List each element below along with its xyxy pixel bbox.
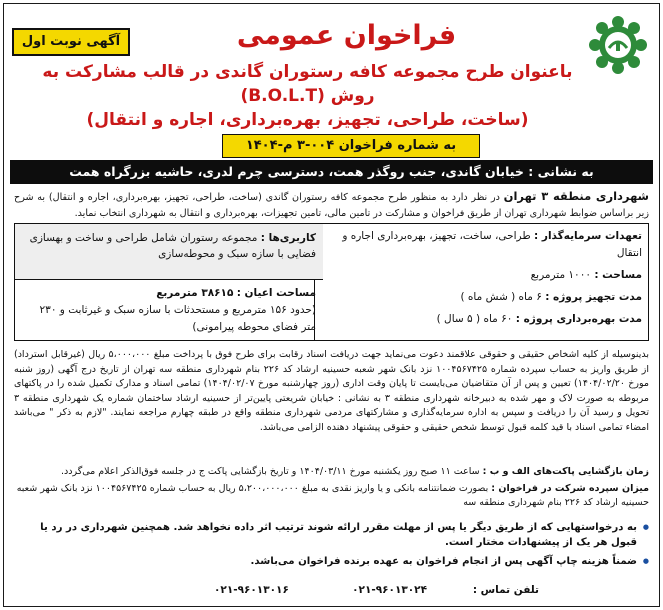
tehran-municipality-logo-icon bbox=[587, 14, 649, 76]
note-item: ● به درخواستهایی که از طریق دیگر یا پس از مهلت مقرر ارائه شوند ترتیب اثر داده نخواهد شد. همچنین شهرداری در رد یا قبول هر یک از پیشنهادات مختار است. bbox=[14, 520, 649, 550]
phone-label: تلفن تماس : bbox=[472, 584, 539, 596]
notice-title: فراخوان عمومی bbox=[236, 20, 457, 51]
investor-value: طراحی، ساخت، تجهیز، بهره‌برداری اجاره و انتقال bbox=[342, 230, 642, 259]
intro-text: در نظر دارد به منظور طرح مجموعه کافه رستوران گاندی (ساخت، طراحی، تجهیز، بهره‌برداری، اجاره و انتقال) به شرح زیر براساس ضوابط شهرداری تهران از طریق فراخوان و مشارکت در تامین مالی، تامین تجهیزات، بهره‌برداری و انتقال به شهرداری انتخاب نماید. bbox=[14, 192, 649, 219]
opening-time-line bbox=[14, 465, 649, 479]
subtitle-line-1: باعنوان طرح مجموعه کافه رستوران گاندی در قالب مشارکت به روش (B.O.L.T) bbox=[42, 62, 573, 106]
usage-cell bbox=[15, 224, 323, 280]
operation-period-row bbox=[321, 311, 642, 328]
investor-label: تعهدات سرمایه‌گذار : bbox=[534, 230, 642, 242]
equip-value: ۶ ماه ( شش ماه ) bbox=[460, 291, 542, 303]
project-details-right bbox=[314, 224, 648, 340]
address-bar: به نشانی : خیابان گاندی، جنب روگذر همت، دسترسی چرم لدری، حاشیه بزرگراه همت bbox=[10, 160, 653, 184]
instructions-paragraph: بدینوسیله از کلیه اشخاص حقیقی و حقوقی علاقمند دعوت می‌نماید جهت دریافت اسناد رقابت برای طرح فوق با پرداخت مبلغ ۵،۰۰۰،۰۰۰ ریال (غیرقابل استرداد) از طریق واریز به حساب سپرده شماره ۱۰۰۴۵۶۷۴۲۵ نزد بانک شهر شعبه حسینیه ارشاد کد ۲۲۶ بنام شهرداری منطقه سه تهران از تاریخ درج آگهی (روز شنبه مورخ ۱۴۰۴/۰۲/۲۰) تعیین و پس از آن متقاضیان می‌بایست تا پایان وقت اداری (روز چهارشنبه مورخ ۱۴۰۴/۰۲/۰۷) تمامی اسناد و مدارک تکمیل شده را در پاکتهای مربوطه به صورت لاک و مهر شده به دبیرخانه شهرداری منطقه ۳ به نشانی : خیابان شریعتی پایین‌تر از حسینیه ارشاد ساختمان شماره یک شهرداری منطقه ۳ تحویل و رسید آن را دریافت و سپس به اداره سرمایه‌گذاری و مشارکتهای مردمی شهرداری منطقه واقع در طبقه چهارم مراجعه نمایند. "لازم به ذکر " می‌باشد امضاء تمامی اسناد با قید کلمه قبول توسط شخص حقیقی و حقوقی پیشنهاد دهنده الزامی می‌باشد. bbox=[14, 349, 650, 433]
building-label: مساحت اعیان : bbox=[236, 287, 316, 299]
deposit-line bbox=[14, 482, 649, 510]
project-details-table bbox=[14, 223, 649, 341]
deposit-text: بصورت ضمانتنامه بانکی و یا واریز نقدی به مبلغ ۵،۲۰۰،۰۰۰،۰۰۰ ریال به حساب شماره ۱۰۰۴۵۶۷۴۲۵ نزد بانک شهر شعبه حسینیه ارشاد کد ۲۲۶ بنام شهرداری منطقه سه bbox=[16, 483, 649, 508]
operate-value: ۶۰ ماه ( ۵ سال ) bbox=[436, 313, 513, 325]
deposit-label: میزان سپرده شرکت در فراخوان : bbox=[491, 483, 649, 494]
opening-text: ساعت ۱۱ صبح روز یکشنبه مورخ ۱۴۰۴/۰۳/۱۱ و تاریخ بازگشایی پاکت ج در جلسه فوق‌الذکر اعلام می‌گردد. bbox=[60, 466, 480, 477]
contact-phones bbox=[14, 581, 649, 599]
intro-issuer: شهرداری منطقه ۳ تهران bbox=[503, 189, 649, 203]
opening-label: زمان بازگشایی پاکت‌های الف و ب : bbox=[482, 466, 649, 477]
area-label: مساحت : bbox=[594, 269, 642, 281]
investor-obligations-row bbox=[321, 228, 642, 262]
building-area-cell bbox=[15, 280, 323, 340]
usage-label: کاربری‌ها : bbox=[260, 232, 316, 244]
notice-frame bbox=[3, 3, 660, 607]
usage-value: مجموعه رستوران شامل طراحی و ساخت و بهسازی فضایی با سازه سبک و محوطه‌سازی bbox=[29, 232, 316, 260]
equip-label: مدت تجهیز پروژه : bbox=[545, 291, 642, 303]
notes-list bbox=[14, 520, 649, 573]
subtitle-line-2: (ساخت، طراحی، تجهیز، بهره‌برداری، اجاره و انتقال) bbox=[86, 110, 529, 130]
notice-subtitle bbox=[22, 60, 593, 132]
operate-label: مدت بهره‌برداری پروژه : bbox=[515, 313, 642, 325]
phone-number-1: ۰۲۱-۹۶۰۱۳۰۲۴ bbox=[352, 584, 427, 596]
area-row bbox=[321, 267, 642, 284]
equip-period-row bbox=[321, 289, 642, 306]
intro-paragraph bbox=[14, 188, 649, 222]
phone-number-2: ۰۲۱-۹۶۰۱۳۰۱۶ bbox=[214, 584, 289, 596]
area-value: ۱۰۰۰ مترمربع bbox=[530, 269, 591, 281]
building-note: (حدود ۱۵۶ مترمربع و مستحدثات با سازه سبک و غیرثابت و ۲۳۰ متر فضای محوطه پیرامونی) bbox=[39, 304, 316, 333]
note-item: ● ضمناً هزینه چاپ آگهی پس از انجام فراخوان به عهده برنده فراخوان می‌باشد. bbox=[14, 554, 649, 569]
call-number-box: به شماره فراخوان ۰۰۴-۳ م-۱۴۰۴ bbox=[222, 134, 480, 158]
building-value: ۳۸۶۱۵ مترمربع bbox=[156, 287, 234, 299]
first-round-badge: آگهی نوبت اول bbox=[12, 28, 130, 56]
project-details-left bbox=[15, 224, 323, 340]
